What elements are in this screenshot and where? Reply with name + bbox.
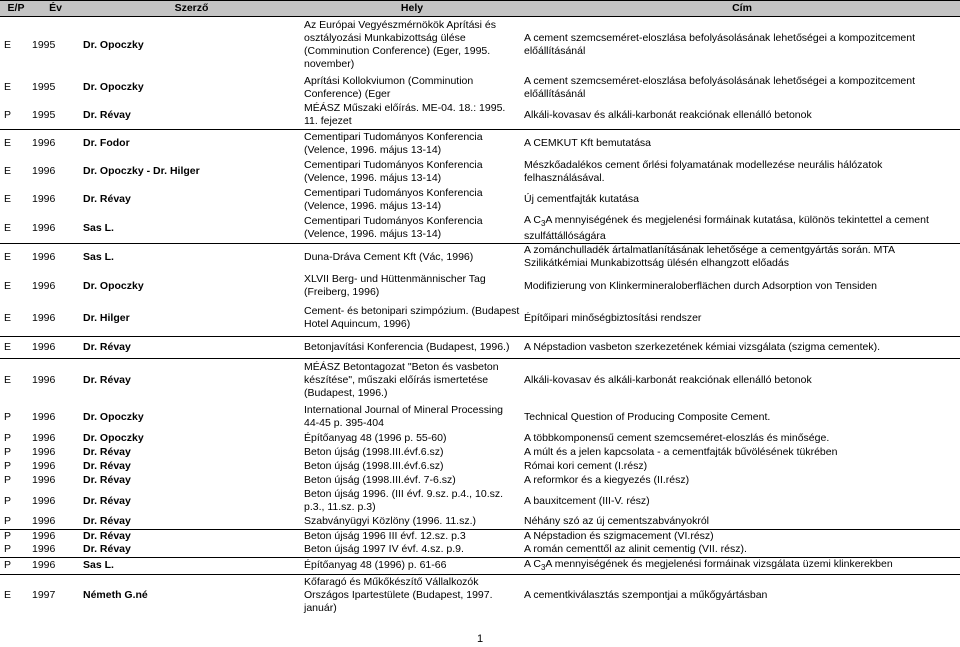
row-type: P bbox=[0, 543, 28, 557]
row-title: A CEMKUT Kft bemutatása bbox=[524, 137, 652, 150]
table-row bbox=[0, 431, 960, 445]
row-type: E bbox=[4, 279, 12, 292]
row-title: A bauxitcement (III-V. rész) bbox=[524, 494, 650, 507]
row-author: Dr. Opoczky bbox=[83, 38, 144, 51]
table-body bbox=[0, 17, 960, 617]
row-author: Dr. Révay bbox=[79, 515, 300, 529]
row-type: P bbox=[0, 102, 28, 130]
table-row bbox=[0, 301, 960, 336]
row-place: Cementipari Tudományos Konferencia (Velence, 1996. május 13-14) bbox=[304, 158, 483, 184]
row-author: Dr. Hilger bbox=[79, 301, 300, 336]
row-author: Dr. Révay bbox=[83, 529, 131, 542]
row-type: E bbox=[4, 374, 12, 387]
row-author: Dr. Révay bbox=[83, 459, 131, 472]
row-place: Betonjavítási Konferencia (Budapest, 1996.) bbox=[300, 336, 520, 358]
row-year: 1995 bbox=[32, 38, 56, 51]
row-year: 1996 bbox=[28, 557, 79, 574]
table-row bbox=[0, 459, 960, 473]
row-type: E bbox=[4, 165, 12, 177]
table-row bbox=[0, 130, 960, 158]
row-title: A reformkor és a kiegyezés (II.rész) bbox=[524, 473, 690, 486]
row-type: E bbox=[0, 336, 28, 358]
table-row bbox=[0, 102, 960, 130]
row-title: Mészkőadalékos cement őrlési folyamatának modellezése neurális hálózatok felhasználásával. bbox=[524, 158, 883, 184]
row-place: Építőanyag 48 (1996) p. 61-66 bbox=[300, 557, 520, 574]
row-year: 1996 bbox=[28, 301, 79, 336]
row-author: Sas L. bbox=[79, 214, 300, 244]
row-author: Dr. Opoczky bbox=[83, 410, 144, 423]
row-year: 1996 bbox=[32, 410, 56, 423]
row-place: MÉÁSZ Műszaki előírás. ME-04. 18.: 1995. 11. fejezet bbox=[300, 102, 520, 130]
row-year: 1996 bbox=[32, 279, 56, 292]
table-row bbox=[0, 336, 960, 358]
row-title: A többkomponensű cement szemcseméret-eloszlás és minősége. bbox=[524, 431, 830, 444]
row-title: A $C_3A$ mennyiségének és megjelenési formáinak vizsgálata üzemi klinkerekben bbox=[520, 557, 960, 574]
row-place: MÉÁSZ Betontagozat "Beton és vasbeton készítése", műszaki előírás ismertetése (Budapest, 1996.) bbox=[304, 361, 499, 400]
row-year: 1996 bbox=[32, 193, 56, 205]
row-type: P bbox=[4, 445, 12, 458]
row-title: A cementkiválasztás szempontjai a műkőgyártásban bbox=[524, 588, 768, 601]
table-row bbox=[0, 403, 960, 431]
row-place: Aprítási Kollokviumon (Comminution Conference) (Eger bbox=[304, 74, 474, 100]
row-author: Németh G.né bbox=[83, 588, 148, 601]
row-place: Cementipari Tudományos Konferencia (Velence, 1996. május 13-14) bbox=[300, 214, 520, 244]
row-type: P bbox=[4, 459, 12, 472]
row-author: Dr. Révay bbox=[83, 445, 131, 458]
row-author: Dr. Révay bbox=[79, 336, 300, 358]
row-place: Cementipari Tudományos Konferencia (Velence, 1996. május 13-14) bbox=[304, 186, 483, 212]
table-row bbox=[0, 214, 960, 244]
row-place: Beton újság 1996 III évf. 12.sz. p.3 bbox=[304, 529, 466, 542]
page-number: 1 bbox=[476, 633, 484, 645]
row-year: 1996 bbox=[32, 473, 56, 486]
row-place: Beton újság 1996. (III évf. 9.sz. p.4., 10.sz. p.3., 11.sz. p.3) bbox=[304, 488, 504, 514]
row-year: 1996 bbox=[28, 214, 79, 244]
row-title: Építőipari minőségbiztosítási rendszer bbox=[520, 301, 960, 336]
row-title: A $C_3A$ mennyiségének és megjelenési formáinak kutatása, különös tekintettel a cement szulfáttállóságára bbox=[520, 214, 960, 244]
row-title: Új cementfajták kutatása bbox=[524, 193, 639, 205]
row-type: E bbox=[4, 137, 12, 150]
row-title: Római kori cement (I.rész) bbox=[524, 459, 648, 472]
row-author: Dr. Révay bbox=[79, 543, 300, 557]
table-row bbox=[0, 358, 960, 403]
row-author: Sas L. bbox=[79, 557, 300, 574]
row-author: Sas L. bbox=[83, 250, 114, 263]
col-header-place: Hely bbox=[300, 1, 520, 17]
row-place: Szabványügyi Közlöny (1996. 11.sz.) bbox=[300, 515, 520, 529]
table-row bbox=[0, 17, 960, 74]
table-row bbox=[0, 243, 960, 271]
table-row bbox=[0, 487, 960, 515]
row-type: E bbox=[4, 81, 12, 93]
row-year: 1995 bbox=[32, 81, 56, 93]
col-header-type: E/P bbox=[0, 1, 28, 17]
row-title: A cement szemcseméret-eloszlása befolyásolásának lehetőségei a kompozitcement előállításánál bbox=[524, 74, 916, 100]
table-row bbox=[0, 74, 960, 102]
col-header-author: Szerző bbox=[79, 1, 300, 17]
row-year: 1996 bbox=[32, 445, 56, 458]
row-title: A zománchulladék ártalmatlanításának lehetősége a cementgyártás során. MTA Szilikátkémiai Munkabizottság ülésén elhangzott előadás bbox=[524, 244, 895, 270]
row-year: 1996 bbox=[32, 165, 56, 177]
table-row bbox=[0, 158, 960, 186]
row-year: 1996 bbox=[32, 529, 56, 542]
row-place: Az Európai Vegyészmérnökök Aprítási és osztályozási Munkabizottság ülése (Comminution Conference) (Eger, 1995. november) bbox=[304, 19, 497, 71]
row-author: Dr. Révay bbox=[83, 473, 131, 486]
row-year: 1997 bbox=[32, 588, 56, 601]
row-place: Cement- és betonipari szimpózium. (Budapest Hotel Aquincum, 1996) bbox=[300, 301, 520, 336]
row-author: Dr. Opoczky bbox=[83, 279, 144, 292]
row-title: A Népstadion vasbeton szerkezetének kémiai vizsgálata (szigma cementek). bbox=[520, 336, 960, 358]
row-place: Beton újság 1997 IV évf. 4.sz. p.9. bbox=[300, 543, 520, 557]
row-year: 1996 bbox=[32, 459, 56, 472]
row-type: E bbox=[4, 588, 12, 601]
table-row bbox=[0, 557, 960, 574]
row-year: 1996 bbox=[32, 250, 56, 263]
row-title: Technical Question of Producing Composite Cement. bbox=[524, 410, 771, 423]
row-year: 1996 bbox=[28, 543, 79, 557]
table-row bbox=[0, 186, 960, 214]
row-title: Néhány szó az új cementszabványokról bbox=[520, 515, 960, 529]
row-title: A múlt és a jelen kapcsolata - a cementfajták bűvölésének tükrében bbox=[524, 445, 838, 458]
row-place: Cementipari Tudományos Konferencia (Velence, 1996. május 13-14) bbox=[304, 130, 483, 156]
row-title: A Népstadion és szigmacement (VI.rész) bbox=[524, 529, 714, 542]
table-row bbox=[0, 529, 960, 543]
row-author: Dr. Opoczky bbox=[83, 81, 144, 93]
row-type: P bbox=[0, 515, 28, 529]
row-place: Beton újság (1998.III.évf.6.sz) bbox=[304, 459, 444, 472]
row-year: 1996 bbox=[32, 431, 56, 444]
row-year: 1996 bbox=[28, 336, 79, 358]
row-title: A román cementtől az alinit cementig (VII. rész). bbox=[520, 543, 960, 557]
row-title: Modifizierung von Klinkermineraloberflächen durch Adsorption von Tensiden bbox=[524, 279, 877, 292]
row-place: Duna-Dráva Cement Kft (Vác, 1996) bbox=[304, 250, 474, 263]
row-type: E bbox=[4, 193, 12, 205]
row-author: Dr. Révay bbox=[83, 494, 131, 507]
row-place: XLVII Berg- und Hüttenmännischer Tag (Freiberg, 1996) bbox=[304, 273, 486, 299]
row-type: E bbox=[4, 250, 12, 263]
col-header-title: Cím bbox=[520, 1, 960, 17]
row-type: P bbox=[4, 431, 12, 444]
row-type: E bbox=[0, 301, 28, 336]
row-year: 1996 bbox=[32, 137, 56, 150]
row-place: Kőfaragó és Műkőkészítő Vállalkozók Országos Ipartestülete (Budapest, 1997. január) bbox=[304, 575, 493, 614]
table-row bbox=[0, 543, 960, 557]
row-year: 1995 bbox=[28, 102, 79, 130]
table-row bbox=[0, 473, 960, 487]
row-year: 1996 bbox=[28, 515, 79, 529]
row-author: Dr. Opoczky bbox=[83, 431, 144, 444]
row-year: 1996 bbox=[32, 374, 56, 387]
row-author: Dr. Révay bbox=[83, 193, 131, 205]
row-title: Alkáli-kovasav és alkáli-karbonát reakciónak ellenálló betonok bbox=[520, 102, 960, 130]
table-row bbox=[0, 515, 960, 529]
row-author: Dr. Révay bbox=[79, 102, 300, 130]
row-place: Beton újság (1998.III.évf. 7-6.sz) bbox=[304, 473, 456, 486]
row-author: Dr. Opoczky - Dr. Hilger bbox=[83, 165, 200, 177]
table-row bbox=[0, 445, 960, 459]
row-type: P bbox=[0, 557, 28, 574]
row-place: International Journal of Mineral Processing 44-45 p. 395-404 bbox=[304, 404, 504, 430]
row-place: Beton újság (1998.III.évf.6.sz) bbox=[304, 445, 444, 458]
row-type: P bbox=[4, 410, 12, 423]
table-row bbox=[0, 574, 960, 616]
row-type: P bbox=[4, 473, 12, 486]
row-type: E bbox=[4, 38, 12, 51]
table-header bbox=[0, 1, 960, 17]
row-author: Dr. Fodor bbox=[83, 137, 130, 150]
row-type: P bbox=[4, 529, 12, 542]
col-header-year: Év bbox=[28, 1, 79, 17]
row-type: P bbox=[4, 494, 12, 507]
row-author: Dr. Révay bbox=[83, 374, 131, 387]
row-year: 1996 bbox=[32, 494, 56, 507]
table-row bbox=[0, 271, 960, 301]
row-title: A cement szemcseméret-eloszlása befolyásolásának lehetőségei a kompozitcement előállításánál bbox=[524, 32, 916, 58]
row-type: E bbox=[0, 214, 28, 244]
row-place: Építőanyag 48 (1996 p. 55-60) bbox=[304, 431, 447, 444]
row-title: Alkáli-kovasav és alkáli-karbonát reakciónak ellenálló betonok bbox=[524, 374, 812, 387]
